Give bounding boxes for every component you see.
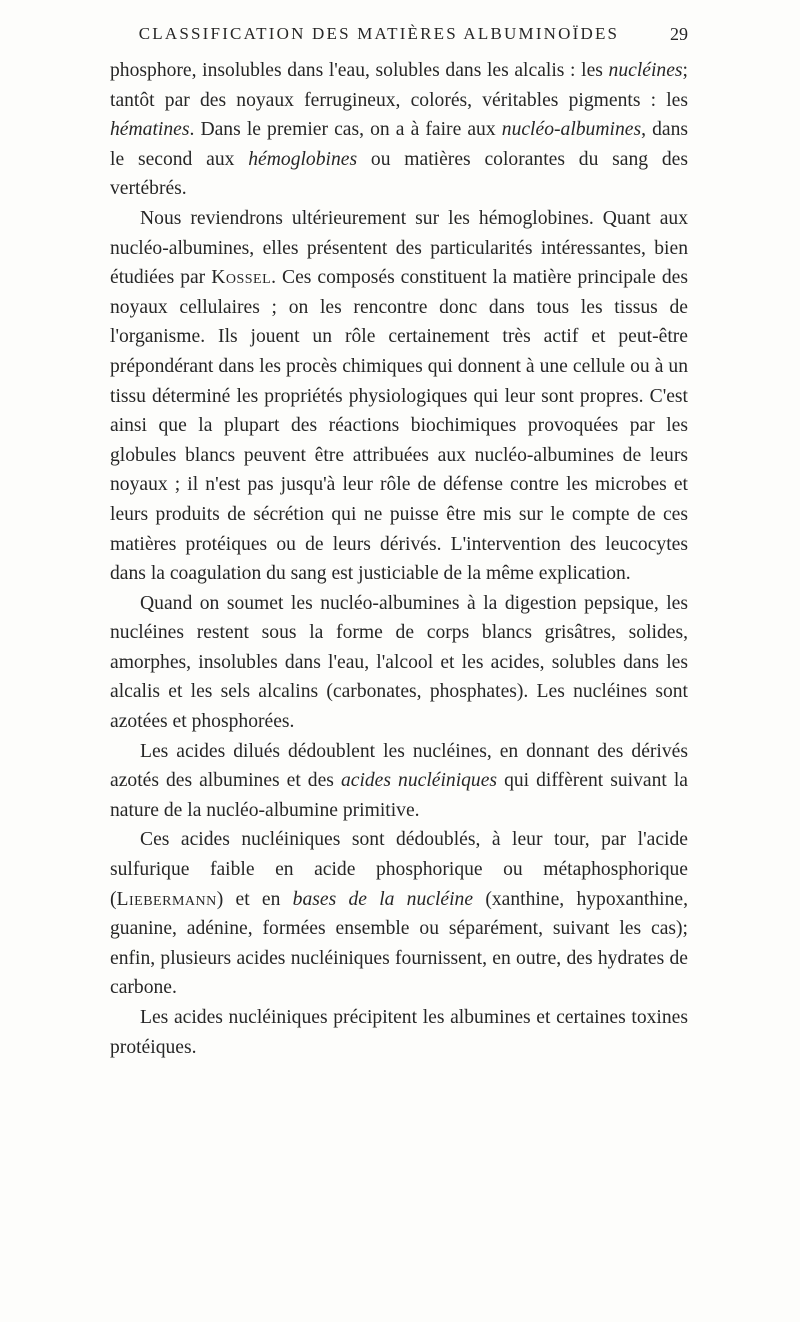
text-run: Quand on soumet les nucléo-albumines à la digestion pepsique, les nucléines restent sous la forme de corps blancs grisâtres, solides, amorphes, insolubles dans l'eau, l'alcool et les acides, solubles dans les alcalis et les sels alcalins (carbonates, phosphates). Les nucléines sont azotées et phosphorées. [110, 592, 688, 733]
text-run: Les acides nucléiniques précipitent les albumines et certaines toxines protéiques. [110, 1007, 688, 1058]
author-name: Liebermann [116, 888, 217, 910]
text-run: , dans le second aux [110, 119, 688, 170]
page-header [110, 24, 688, 54]
italic-term: nucléo-albumines [501, 119, 642, 141]
text-run: Nous reviendrons ultérieurement sur les hémoglobines. Quant aux nucléo-albumines, elles présentent des particularités intéressantes, bien étudiées par [110, 207, 688, 289]
paragraph [110, 589, 688, 737]
italic-term: hémoglobines [248, 148, 358, 170]
text-run: . Ces composés constituent la matière principale des noyaux cellulaires ; on les rencontre donc dans tous les tissus de l'organisme. Ils jouent un rôle certainement très actif et peut-être prépondérant dans les procès chimiques qui donnent à une cellule ou à un tissu déterminé les propriétés physiologiques qui leur sont propres. C'est ainsi que la plupart des réactions biochimiques provoquées par les globules blancs peuvent être attribuées aux nucléo-albumines de leurs noyaux ; il n'est pas jusqu'à leur rôle de défense contre les microbes et leurs produits de sécrétion qui ne puisse être mis sur le compte de ces matières protéiques ou de leurs dérivés. L'intervention des leucocytes dans la coagulation du sang est justiciable de la même explication. [110, 267, 688, 585]
paragraph [110, 204, 688, 589]
running-title: CLASSIFICATION DES MATIÈRES ALBUMINOÏDES [138, 24, 620, 43]
body-text [110, 56, 688, 1062]
paragraph [110, 825, 688, 1003]
text-run: Les acides dilués dédoublent les nucléines, en donnant des dérivés azotés des albumines et des [110, 740, 688, 792]
text-run: Ces acides nucléiniques sont dédoublés, à leur tour, par l'acide sulfurique faible en acide phosphorique ou métaphosphorique ( [110, 829, 688, 910]
paragraph [110, 737, 688, 826]
paragraph [110, 1003, 688, 1062]
text-run: (xanthine, hypoxanthine, guanine, adénine, formées ensemble ou séparément, suivant les cas); enfin, plusieurs acides nucléiniques fournissent, en outre, des hydrates de carbone. [110, 888, 689, 999]
text-run: ou matières colorantes du sang des vertébrés. [110, 148, 688, 200]
author-name: Kossel [211, 267, 272, 289]
paragraph [110, 56, 688, 204]
page-number: 29 [670, 24, 688, 44]
text-run: qui diffèrent suivant la nature de la nucléo-albumine primitive. [110, 770, 688, 821]
text-run: phosphore, insolubles dans l'eau, solubles dans les alcalis : les [110, 60, 609, 81]
text-run: . Dans le premier cas, on a à faire aux [189, 119, 502, 141]
italic-term: bases de la nucléine [292, 888, 474, 910]
text-run: ; tantôt par des noyaux ferrugineux, colorés, véritables pigments : les [110, 60, 688, 111]
italic-term: nucléines [608, 60, 683, 81]
italic-term: acides nucléiniques [340, 770, 498, 792]
text-run: ) et en [216, 888, 293, 910]
italic-term: hématines [110, 119, 190, 141]
